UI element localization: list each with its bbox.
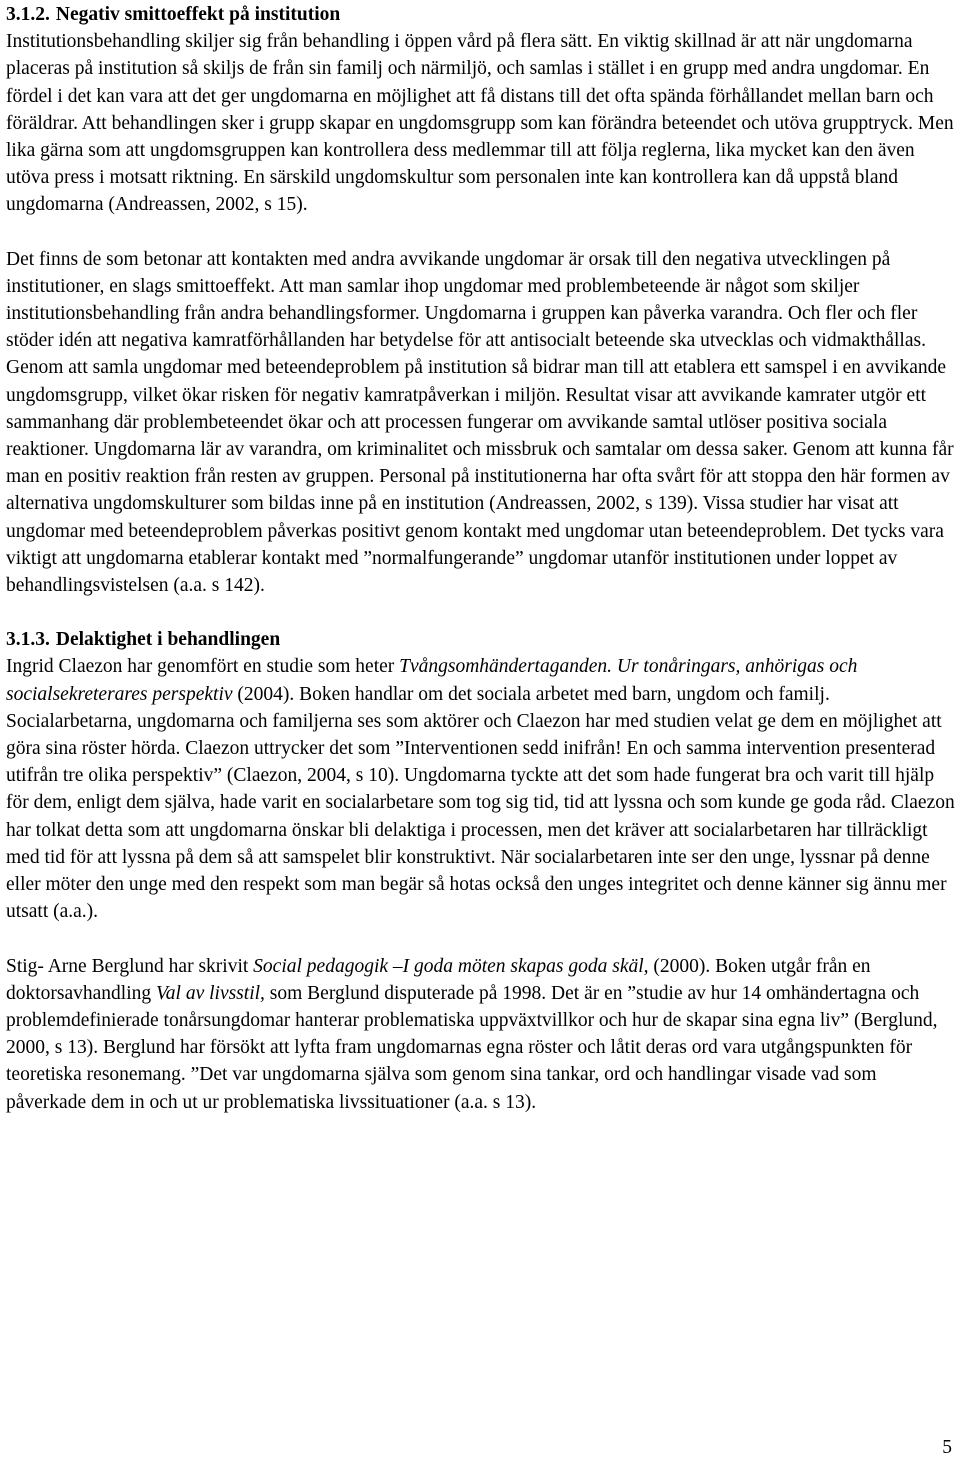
text-run: (2000). Boken utgår från en doktorsavhandling bbox=[6, 955, 871, 1004]
paragraph-gap bbox=[6, 219, 956, 246]
text-run: Stig- Arne Berglund har skrivit bbox=[6, 955, 254, 977]
book-title-italic: Val av livsstil, bbox=[156, 982, 265, 1004]
page-number: 5 bbox=[942, 1437, 952, 1458]
section-title: Delaktighet i behandlingen bbox=[55, 629, 281, 651]
section-title: Negativ smittoeffekt på institution bbox=[55, 4, 341, 25]
section-number: 3.1.2. bbox=[6, 4, 50, 25]
paragraph: Det finns de som betonar att kontakten med andra avvikande ungdomar är orsak till den negativa utvecklingen på institutioner, en slags smittoeffekt. Att man samlar ihop ungdomar med problembeteende är något som skiljer institutionsbehandling från andra behandlingsformer. Ungdomarna i gruppen kan påverka varandra. Och fler och fler stöder idén att negativa kamratförhållanden har betydelse för att antisocialt beteende ska utvecklas och vidmakthållas. Genom att samla ungdomar med beteendeproblem på institution så bidrar man till att etablera ett samspel i en avvikande ungdomsgrupp, vilket ökar risken för negativ kamratpåverkan i miljön. Resultat visar att avvikande kamrater utgör ett sammanhang där problembeteendet ökar och att processen fungerar om avvikande samtal utlöser positiva sociala reaktioner. Ungdomarna lär av varandra, om kriminalitet och missbruk och samtalar om dessa saker. Genom att kunna får man en positiv reaktion från resten av gruppen. Personal på institutionerna har ofta svårt för att stoppa den här formen av alternativa ungdomskulturer som bildas inne på en institution (Andreassen, 2002, s 139). Vissa studier har visat att ungdomar med beteendeproblem påverkas positivt genom kontakt med ungdomar utan beteendeproblem. Det tycks vara viktigt att ungdomarna etablerar kontakt med ”normalfungerande” ungdomar utanför institutionen under loppet av behandlingsvistelsen (a.a. s 142). bbox=[6, 248, 954, 597]
section-heading-3-1-3 bbox=[6, 626, 956, 653]
text-run: Ingrid Claezon har genomfört en studie som heter bbox=[6, 656, 400, 678]
document-page bbox=[6, 1, 956, 1116]
book-title-italic: Tvångsomhändertaganden. Ur tonåringars, anhörigas och socialsekreterares perspektiv bbox=[6, 656, 858, 705]
text-run: som Berglund disputerade på 1998. Det är en ”studie av hur 14 omhändertagna och problemdefinierade tonårsungdomar hanterar problematiska uppväxtvillkor och hur de skapar sina egna liv” (Berglund, 2000, s 13). Berglund har försökt att lyfta fram ungdomarnas egna röster och låtit deras ord vara utgångspunkten för teoretiska resonemang. ”Det var ungdomarna själva som genom sina tankar, ord och handlingar visade vad som påverkade dem in och ut ur problematiska livssituationer (a.a. s 13). bbox=[6, 982, 938, 1113]
paragraph: Institutionsbehandling skiljer sig från behandling i öppen vård på flera sätt. En viktig skillnad är att när ungdomarna placeras på institution så skiljs de från sin familj och närmiljö, och samlas i stället i en grupp med andra ungdomar. En fördel i det kan vara att det ger ungdomarna en möjlighet att få distans till det ofta spända förhållandet mellan barn och föräldrar. Att behandlingen sker i grupp skapar en ungdomsgrupp som kan förändra beteendet och utöva grupptryck. Men lika gärna som att ungdomsgruppen kan kontrollera dess medlemmar till att följa reglerna, lika mycket kan den även utöva press i motsatt riktning. En särskild ungdomskultur som personalen inte kan kontrollera kan då uppstå bland ungdomarna (Andreassen, 2002, s 15). bbox=[6, 31, 954, 216]
paragraph-gap bbox=[6, 926, 956, 953]
text-run: (2004). Boken handlar om det sociala arbetet med barn, ungdom och familj. Socialarbetarna, ungdomarna och familjerna ses som aktörer och Claezon har med studien velat ge dem en möjlighet att göra sina röster hörda. Claezon uttrycker det som ”Interventionen sedd inifrån! En och samma intervention presenterad utifrån tre olika perspektiv” (Claezon, 2004, s 10). Ungdomarna tyckte att det som hade fungerat bra och varit till hjälp för dem, enligt dem själva, hade varit en socialarbetare som tog sig tid, tid att lyssna och som kunde ge goda råd. Claezon har tolkat detta som att ungdomarna önskar bli delaktiga i processen, men det kräver att socialarbetaren har tillräckligt med tid för att lyssna på dem så att samspelet blir konstruktivt. När socialarbetaren inte ser den unge, lyssnar på denne eller möter den unge med den respekt som man begär så hotas också den unges integritet och denne känner sig ännu mer utsatt (a.a.). bbox=[6, 683, 955, 923]
section-heading-3-1-2 bbox=[6, 1, 956, 28]
book-title-italic: Social pedagogik –I goda möten skapas goda skäl, bbox=[253, 955, 649, 977]
section-number: 3.1.3. bbox=[6, 629, 50, 651]
paragraph bbox=[6, 953, 956, 1116]
paragraph bbox=[6, 653, 956, 925]
